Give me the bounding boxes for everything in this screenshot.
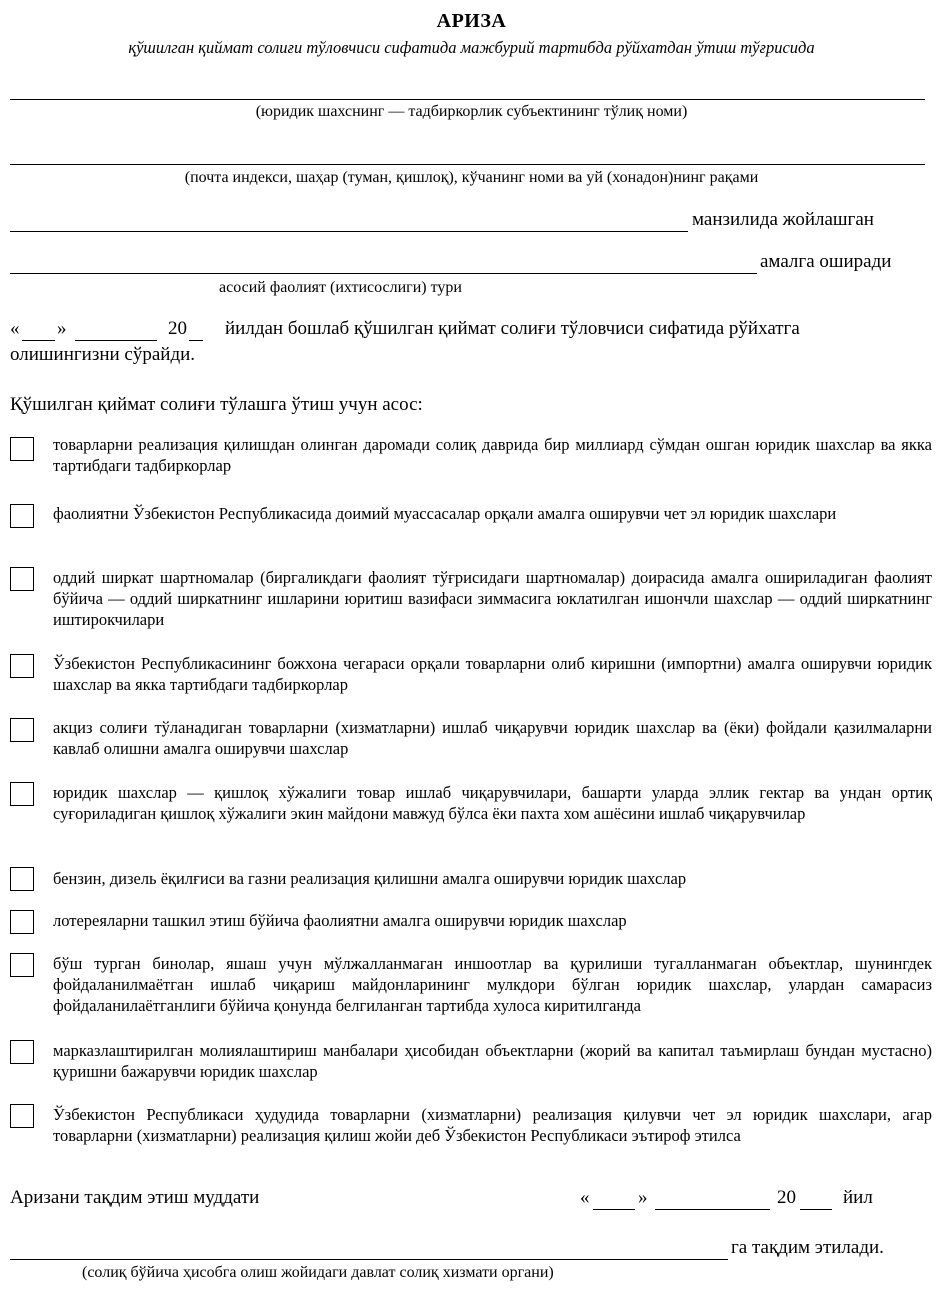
option-text: Ўзбекистон Республикаси ҳудудида товарларни (хизматларни) реализация қилувчи чет эл юридик шахслари, агар товарларни (хизматларни) реализация қилиш жойи деб Ўзбекистон Республикаси эътироф этилса — [53, 1105, 932, 1145]
document-title: АРИЗА — [436, 10, 507, 32]
option-text: лотереяларни ташкил этиш бўйича фаолиятни амалга оширувчи юридик шахслар — [53, 911, 627, 930]
option-text: товарларни реализация қилишдан олинган даромади солиқ даврида бир миллиард сўмдан ошган юридик шахслар ва якка тартибдаги тадбиркорлар — [53, 435, 932, 475]
submitted-to-label: га тақдим этилади. — [731, 1237, 884, 1258]
located-label: манзилида жойлашган — [692, 209, 874, 230]
option-checkbox[interactable] — [10, 910, 34, 934]
option-text: оддий ширкат шартномалар (биргаликдаги фаолият тўғрисидаги шартномалар) доирасида амалга ошириладиган фаолият бўйича — оддий ширкатнинг ишларини юритиш вазифаси зиммасига юклатилган ишончли шахслар — оддий ширкатнинг иштирокчилари — [53, 568, 932, 629]
carries-out-label: амалга оширади — [760, 251, 892, 272]
option-checkbox[interactable] — [10, 1104, 34, 1128]
location-line[interactable] — [10, 231, 688, 232]
submission-label: Аризани тақдим этиш муддати — [10, 1187, 260, 1208]
option-text: бўш турган бинолар, яшаш учун мўлжалланмаган иншоотлар ва қурилиши тугалланмаган объектлар, шунингдек фойдаланилмаётган ишлаб чиқариш майдонларининг мулкдори бўлган юридик шахслар, улардан самарасиз фойдаланилаётганлиги бўйича қонунда белгиланган тартибда хулоса киритилганда — [53, 954, 932, 1015]
request-text-line1: йилдан бошлаб қўшилган қиймат солиғи тўловчиси сифатида рўйхатга — [225, 318, 800, 339]
option-checkbox[interactable] — [10, 437, 34, 461]
activity-line[interactable] — [10, 273, 757, 274]
submission-date-close: » — [638, 1187, 648, 1208]
submission-year-line[interactable] — [800, 1209, 832, 1210]
entity-name-caption: (юридик шахснинг — тадбиркорлик субъектининг тўлиқ номи) — [255, 103, 688, 120]
option-checkbox[interactable] — [10, 953, 34, 977]
request-year-prefix: 20 — [168, 318, 187, 339]
option-checkbox[interactable] — [10, 782, 34, 806]
submission-year-suffix: йил — [843, 1187, 873, 1208]
tax-authority-caption: (солиқ бўйича ҳисобга олиш жойидаги давлат солиқ хизмати органи) — [82, 1264, 554, 1281]
document-subtitle: қўшилган қиймат солиғи тўловчиси сифатида мажбурий тартибда рўйхатдан ўтиш тўғрисида — [128, 38, 815, 57]
request-year-line[interactable] — [189, 340, 203, 341]
submission-day-line[interactable] — [593, 1209, 635, 1210]
option-checkbox[interactable] — [10, 654, 34, 678]
activity-caption: асосий фаолият (ихтисослиги) тури — [219, 279, 462, 296]
request-date-close: » — [57, 318, 67, 339]
option-text: акциз солиғи тўланадиган товарларни (хизматларни) ишлаб чиқарувчи юридик шахслар ва (ёки) фойдали қазилмаларни кавлаб олишни амалга оширувчи шахслар — [53, 718, 932, 758]
basis-heading: Қўшилган қиймат солиғи тўлашга ўтиш учун асос: — [10, 394, 423, 415]
address-line[interactable] — [10, 164, 925, 165]
option-checkbox[interactable] — [10, 504, 34, 528]
option-text: юридик шахслар — қишлоқ хўжалиги товар ишлаб чиқарувчилари, башарти уларда эллик гектар ва ундан ортиқ суғориладиган қишлоқ хўжалиги экин майдони мавжуд бўлса ёки пахта хом ашёсини ишлаб чиқарувчилар — [53, 783, 932, 823]
option-text: марказлаштирилган молиялаштириш манбалари ҳисобидан объектларни (жорий ва капитал таъмирлаш бундан мустасно) қуришни бажарувчи юридик шахслар — [53, 1041, 932, 1081]
request-text-line2: олишингизни сўрайди. — [10, 344, 196, 365]
request-date-open: « — [10, 318, 20, 339]
option-text: Ўзбекистон Республикасининг божхона чегараси орқали товарларни олиб киришни (импортни) амалга оширувчи юридик шахслар ва якка тартибдаги тадбиркорлар — [53, 654, 932, 694]
option-checkbox[interactable] — [10, 1040, 34, 1064]
submission-date-open: « — [580, 1187, 590, 1208]
submission-month-line[interactable] — [655, 1209, 770, 1210]
submission-year-prefix: 20 — [777, 1187, 796, 1208]
entity-name-line[interactable] — [10, 99, 925, 100]
request-day-line[interactable] — [22, 340, 55, 341]
request-month-line[interactable] — [75, 340, 157, 341]
address-caption: (почта индекси, шаҳар (туман, қишлоқ), кўчанинг номи ва уй (хонадон)нинг рақами — [184, 169, 759, 186]
option-text: бензин, дизель ёқилғиси ва газни реализация қилишни амалга оширувчи юридик шахслар — [53, 869, 687, 888]
option-text: фаолиятни Ўзбекистон Республикасида доимий муассасалар орқали амалга оширувчи чет эл юридик шахслари — [53, 504, 837, 523]
option-checkbox[interactable] — [10, 867, 34, 891]
option-checkbox[interactable] — [10, 718, 34, 742]
option-checkbox[interactable] — [10, 567, 34, 591]
tax-authority-line[interactable] — [10, 1259, 728, 1260]
